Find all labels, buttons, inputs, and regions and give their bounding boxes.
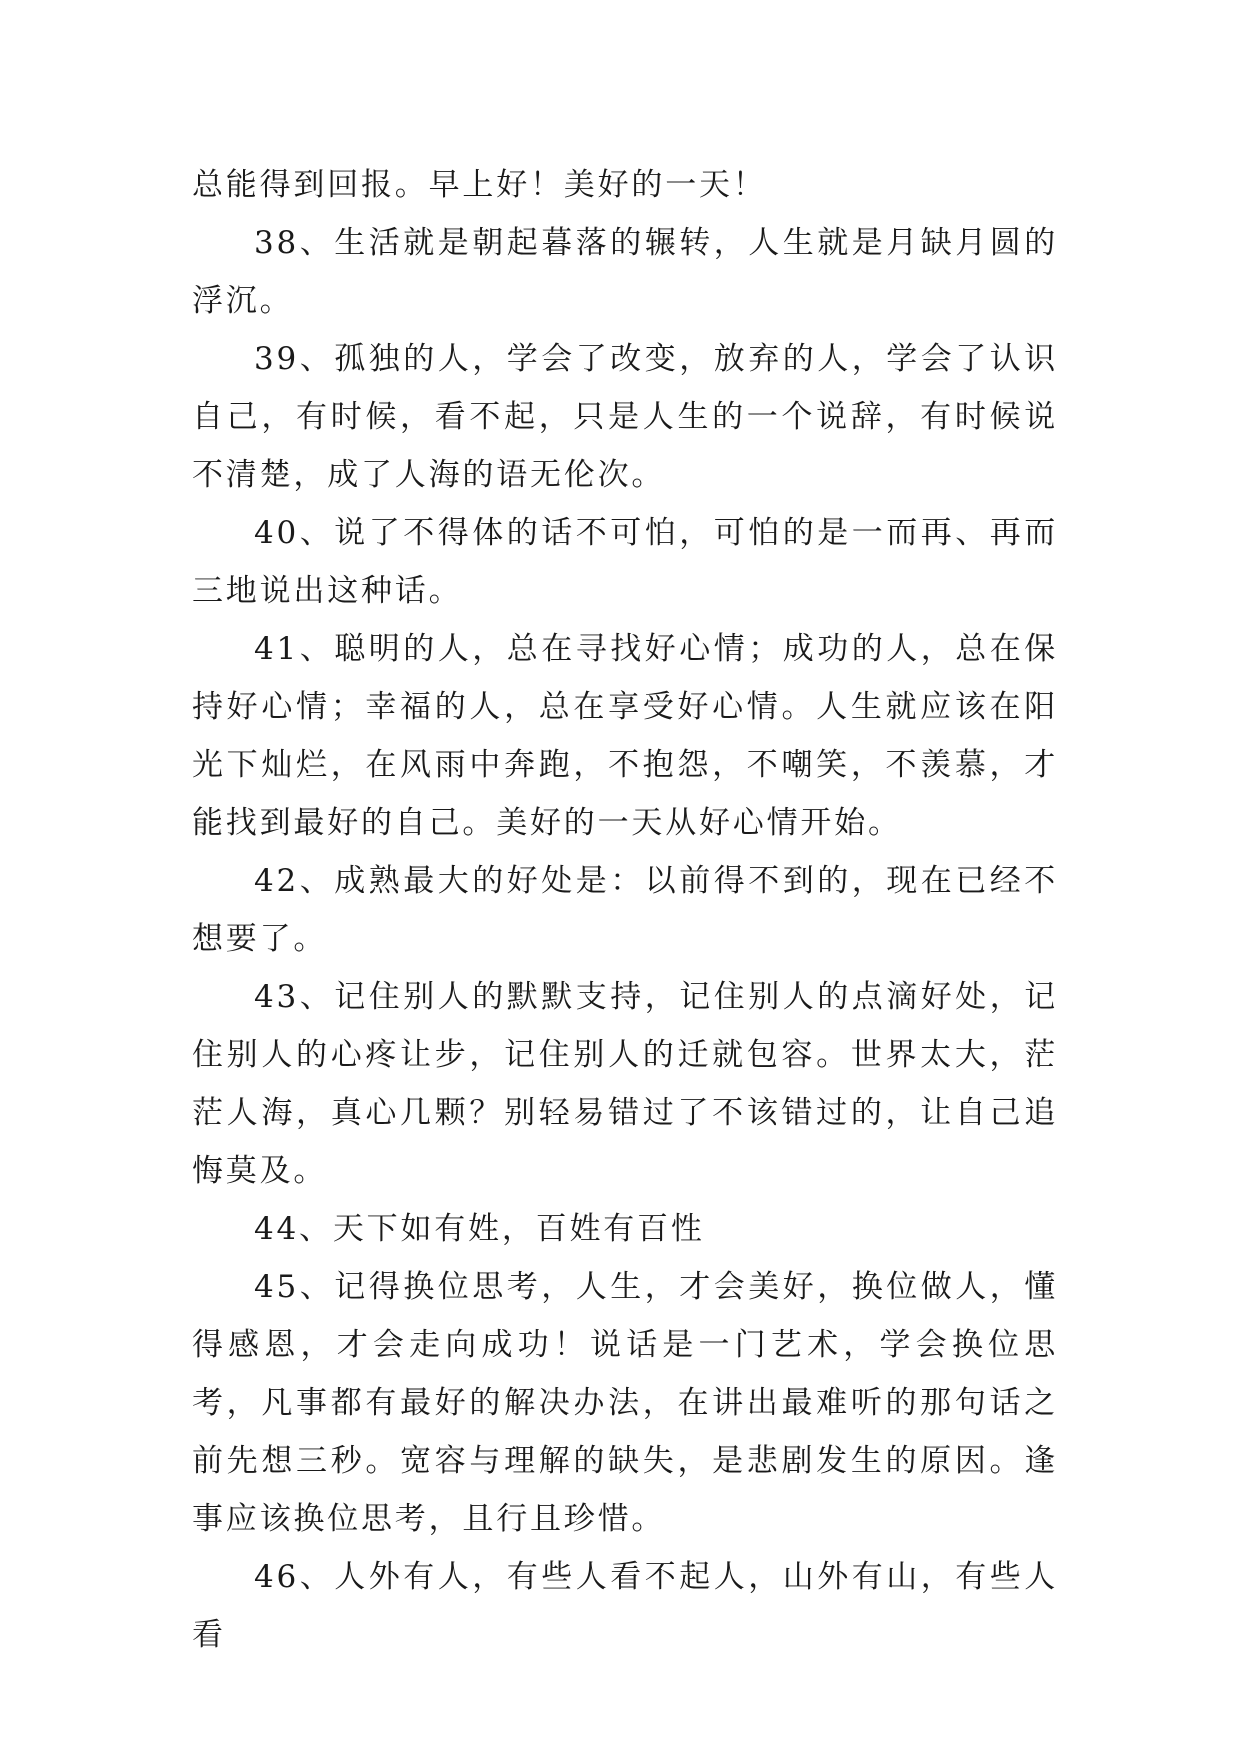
paragraph-41: 41、聪明的人，总在寻找好心情；成功的人，总在保持好心情；幸福的人，总在享受好心情。人生就应该在阳光下灿烂，在风雨中奔跑，不抱怨，不嘲笑，不羡慕，才能找到最好的自己。美好的一天从好心情开始。 — [192, 631, 1058, 841]
paragraph-42: 42、成熟最大的好处是：以前得不到的，现在已经不想要了。 — [192, 863, 1058, 957]
document-body — [192, 156, 1058, 1664]
paragraph-38: 38、生活就是朝起暮落的辗转，人生就是月缺月圆的浮沉。 — [192, 225, 1058, 319]
paragraph-40: 40、说了不得体的话不可怕，可怕的是一而再、再而三地说出这种话。 — [192, 515, 1058, 609]
paragraph-continuation: 总能得到回报。早上好！美好的一天！ — [192, 167, 767, 203]
paragraph-45: 45、记得换位思考，人生，才会美好，换位做人，懂得感恩，才会走向成功！说话是一门艺术，学会换位思考，凡事都有最好的解决办法，在讲出最难听的那句话之前先想三秒。宽容与理解的缺失，是悲剧发生的原因。逢事应该换位思考，且行且珍惜。 — [192, 1269, 1058, 1537]
paragraph-43: 43、记住别人的默默支持，记住别人的点滴好处，记住别人的心疼让步，记住别人的迁就包容。世界太大，茫茫人海，真心几颗？别轻易错过了不该错过的，让自己追悔莫及。 — [192, 979, 1058, 1189]
paragraph-46: 46、人外有人，有些人看不起人，山外有山，有些人看 — [192, 1559, 1058, 1653]
paragraph-39: 39、孤独的人，学会了改变，放弃的人，学会了认识自己，有时候，看不起，只是人生的一个说辞，有时候说不清楚，成了人海的语无伦次。 — [192, 341, 1058, 493]
paragraph-44: 44、天下如有姓，百姓有百性 — [254, 1211, 705, 1247]
